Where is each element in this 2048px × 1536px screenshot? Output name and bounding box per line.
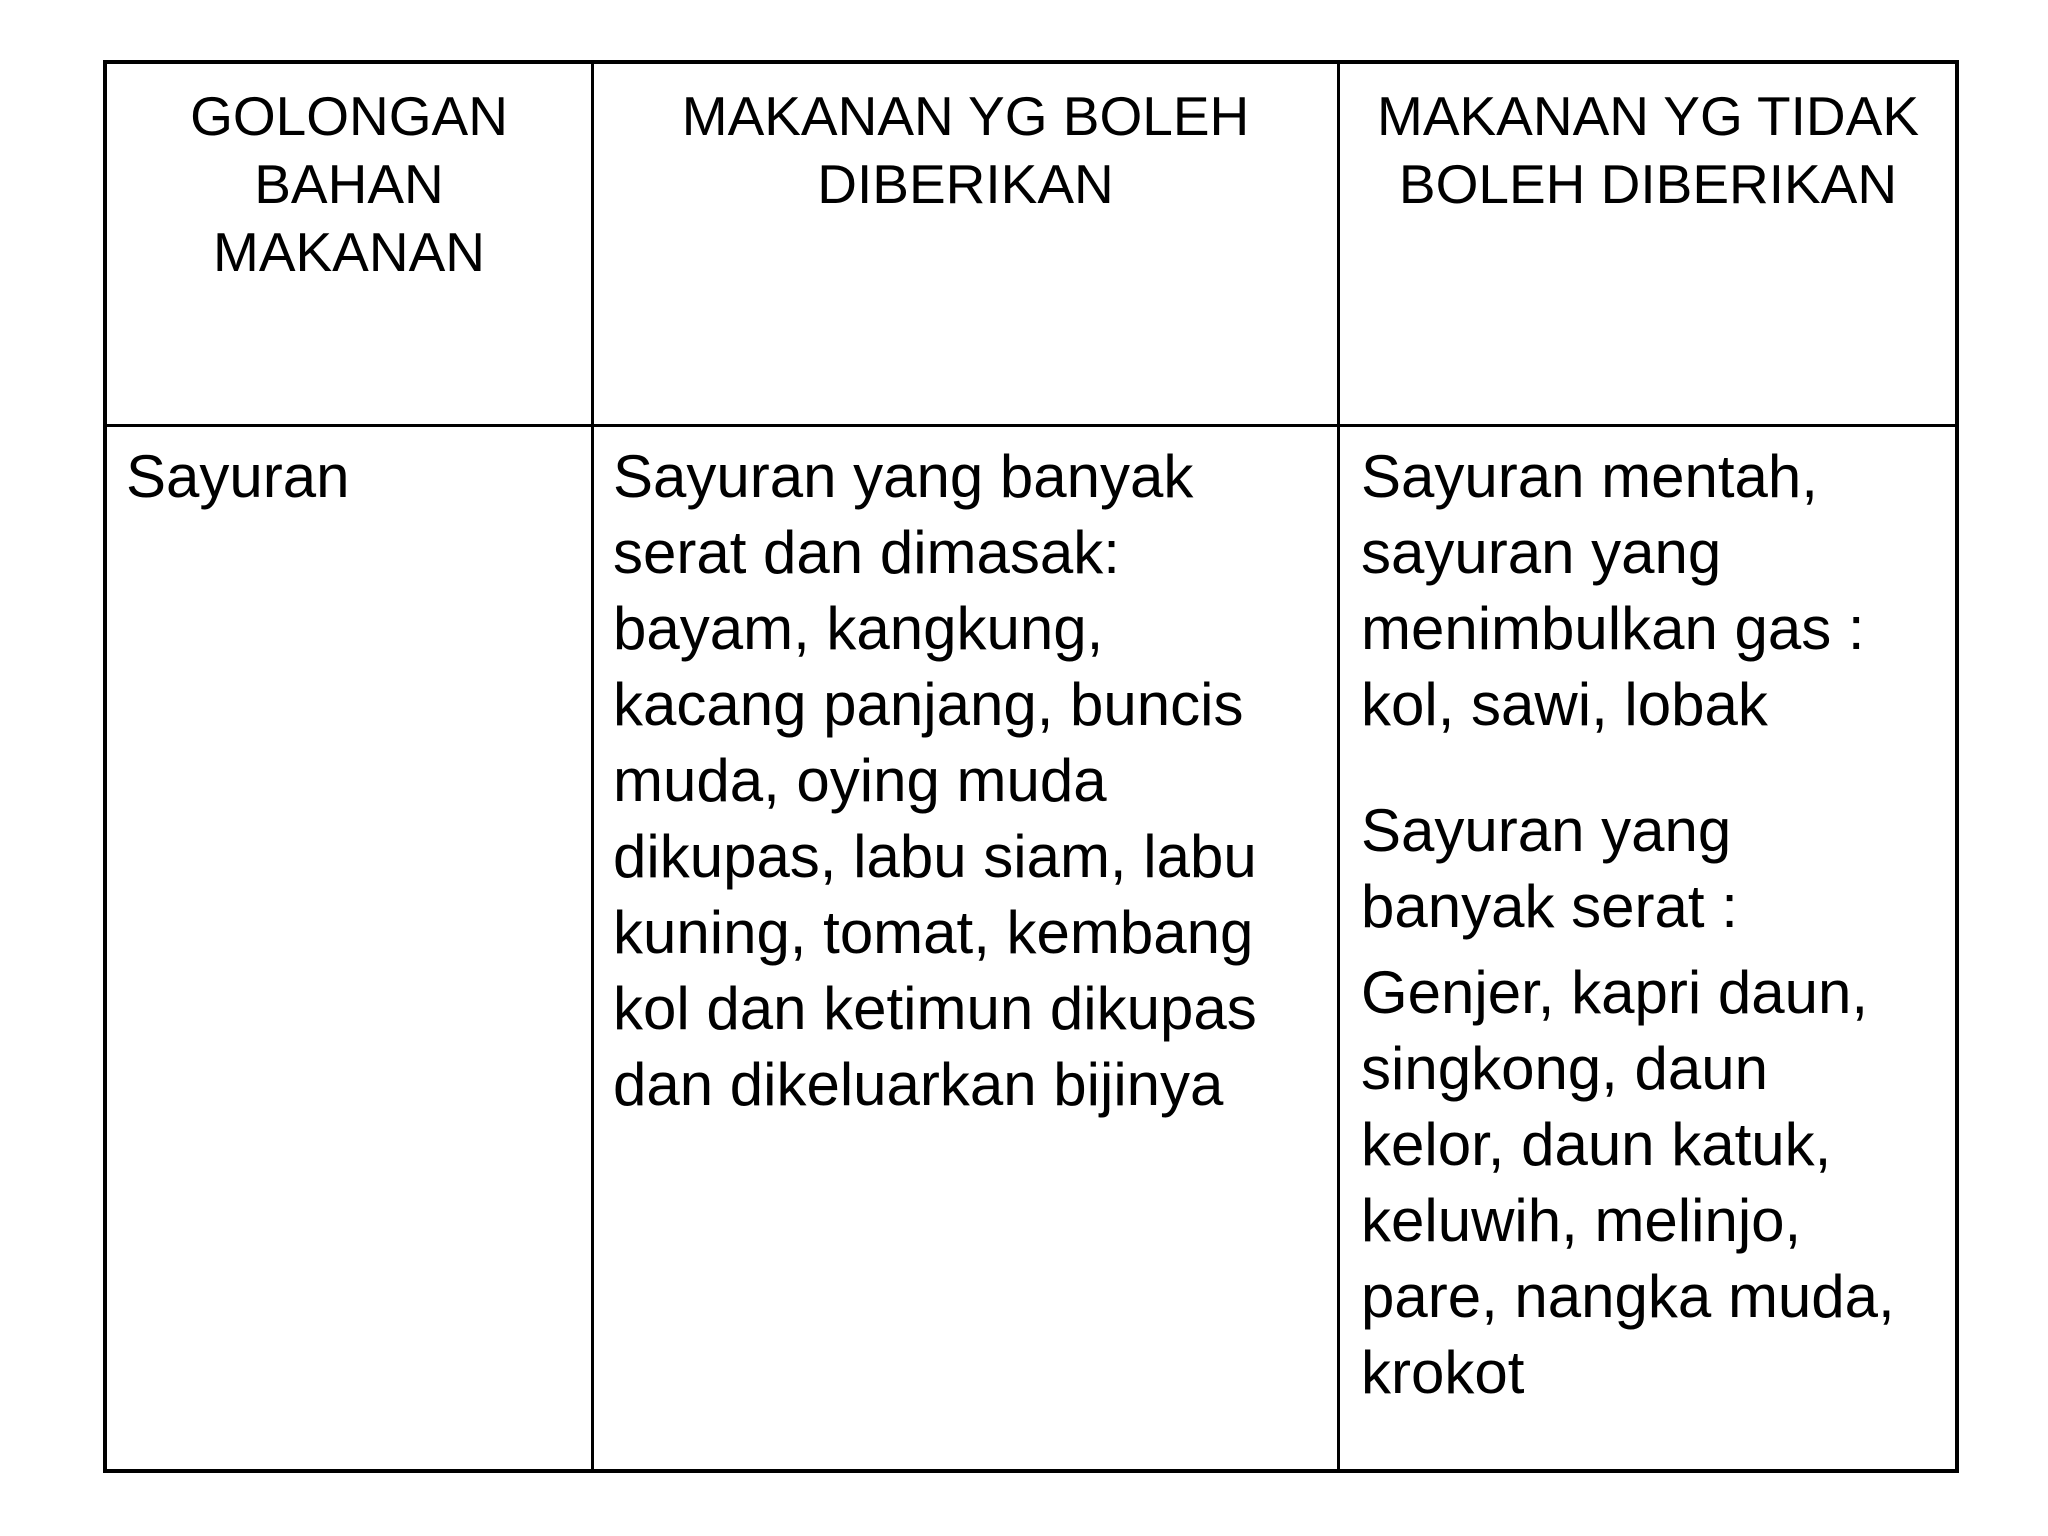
not-allowed-paragraph-2: Sayuran yang banyak serat :: [1361, 797, 1738, 940]
cell-group-sayuran: Sayuran: [126, 443, 350, 510]
diet-table: [103, 60, 1959, 1473]
header-divider: [107, 424, 1955, 427]
header-cell-allowed: MAKANAN YG BOLEH DIBERIKAN: [681, 85, 1250, 215]
header-cell-group: GOLONGAN BAHAN MAKANAN: [190, 85, 508, 283]
column-divider-1: [591, 64, 594, 1469]
cell-not-allowed-foods: [1361, 439, 1961, 1411]
column-divider-2: [1337, 64, 1340, 1469]
header-cell-not-allowed: MAKANAN YG TIDAK BOLEH DIBERIKAN: [1377, 85, 1919, 215]
not-allowed-paragraph-3: Genjer, kapri daun, singkong, daun kelor, daun katuk, keluwih, melinjo, pare, nangka muda, krokot: [1361, 959, 1895, 1406]
not-allowed-paragraph-1: Sayuran mentah, sayuran yang menimbulkan gas : kol, sawi, lobak: [1361, 443, 1865, 738]
cell-allowed-foods: Sayuran yang banyak serat dan dimasak: bayam, kangkung, kacang panjang, buncis muda, oying muda dikupas, labu siam, labu kuning, tomat, kembang kol dan ketimun dikupas dan dikeluarkan bijinya: [613, 443, 1257, 1118]
